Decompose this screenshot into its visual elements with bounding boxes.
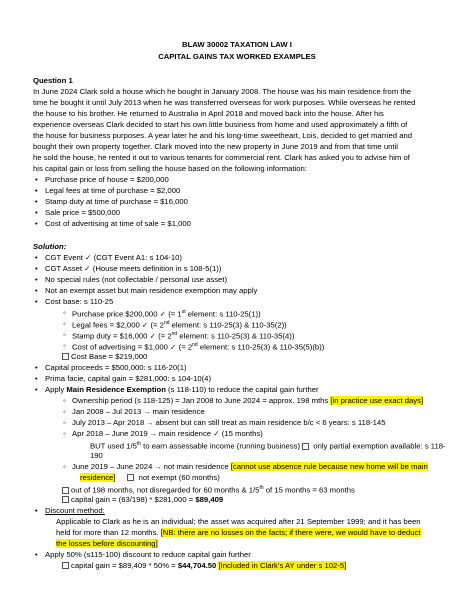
check-icon: ✓: [149, 331, 157, 341]
solution-item: • Apply Main Residence Exemption (s 118-110) to reduce the capital gain further: [45, 385, 319, 394]
highlight-note: residence]: [80, 473, 116, 482]
fact-item: • Cost of advertising at time of sale = $1,000: [45, 219, 191, 228]
exemption-note: 190: [90, 451, 103, 460]
solution-item: • Prima facie, capital gain = $281,000: s 104-10(4): [45, 374, 211, 383]
solution-item: • Capital proceeds = $500,000: s 116-20(1): [45, 363, 187, 372]
final-line: capital gain = $89,409 * 50% = $44,704.50 [Included in Clark’s AY under s 102-5]: [62, 561, 346, 570]
solution-item: • Not an exempt asset but main residence exemption may apply: [45, 286, 257, 295]
cost-base-item: ◦ Purchase price $200,000 ✓ (= 1st element: s 110-25(1)): [72, 308, 261, 319]
exemption-note: residence] not exempt (60 months): [80, 473, 220, 482]
highlight-note: [Included in Clark’s AY under s 102-5]: [218, 561, 347, 570]
solution-item: • CGT Event ✓ (CGT Event A1: s 104-10): [45, 253, 182, 262]
question-line: the house to his brother. He returned to Australia in April 2018 and moved back into the house. After his: [33, 109, 384, 118]
exemption-item: ◦ July 2013 – Apr 2018 → absent but can still treat as main residence b/c < 6 years: s 118-145: [72, 418, 385, 428]
solution-item: • CGT Asset ✓ (House meets definition in s 108-5(1)): [45, 264, 221, 273]
check-icon: ✓: [170, 342, 177, 352]
discount-line: held for more than 12 months. [NB: there are no losses on the facts; if there were, we would have to deduct: [56, 528, 421, 537]
fact-item: • Purchase price of house = $200,000: [45, 175, 169, 184]
fact-item: • Sale price = $500,000: [45, 208, 120, 217]
highlight-note: [in practice use exact days]: [330, 396, 424, 405]
question-line: he sold the house, he rented it out to various tenants for commercial rent. Clark has asked you to advise him of: [33, 153, 410, 162]
question-line: time he bought it until July 2013 when he was transferred overseas for work purposes. While overseas he rented: [33, 98, 416, 107]
cost-base-total: Cost Base = $219,000: [62, 352, 147, 361]
highlight-note: [NB: there are no losses on the facts; if there were, we would have to deduct: [160, 528, 421, 537]
question-line: bought their own property together. Clark moved into the new property in June 2019 and from that time until: [33, 142, 398, 151]
discount-line: Applicable to Clark as he is an individual; the asset was acquired after 21 September 1999; and it has been: [56, 517, 421, 526]
solution-item: • Cost base: s 110-25: [45, 297, 113, 306]
solution-item: • No special rules (not collectable / personal use asset): [45, 275, 227, 284]
box-icon: [62, 562, 69, 569]
arrow-icon: →: [143, 409, 151, 416]
box-icon: [62, 487, 69, 494]
check-icon: ✓: [84, 264, 91, 273]
cost-base-item: ◦ Legal fees = $2,000 ✓ (= 2nd element: s 110-25(3) & 110-35(2)): [72, 319, 287, 330]
result-line: capital gain = (63/198) * $281,000 = $89,409: [62, 495, 223, 504]
exemption-item: ◦ Jan 2008 – Jul 2013 → main residence: [72, 407, 205, 417]
arrow-icon: →: [154, 464, 162, 471]
result-line: out of 198 months, not disregarded for 60 months & 1/5th of 15 months = 63 months: [62, 484, 355, 495]
question-heading: Question 1: [33, 76, 73, 85]
check-icon: ✓: [213, 429, 220, 438]
solution-item: • Apply 50% (s115-100) discount to reduce capital gain further: [45, 550, 251, 559]
arrow-icon: →: [146, 420, 154, 427]
question-line: In June 2024 Clark sold a house which he bought in January 2008. The house was his main residence from the: [33, 87, 412, 96]
discount-heading: • Discount method:: [45, 506, 105, 515]
exemption-note: BUT used 1/5th to earn assessable income (running business) only partial exemption available: s 118-: [90, 441, 446, 451]
discount-line: [56, 539, 158, 548]
check-icon: ✓: [141, 320, 149, 330]
box-icon: [62, 353, 69, 360]
check-icon: ✓: [159, 309, 167, 319]
highlight-note: the losses before discounting]: [56, 539, 158, 548]
solution-heading: Solution:: [33, 242, 67, 251]
question-line: experience overseas Clark decided to start his own little business from home and used approximately a fifth of: [33, 120, 408, 129]
fact-item: • Stamp duty at time of purchase = $16,000: [45, 197, 188, 206]
box-icon: [302, 443, 309, 450]
exemption-item: ◦ June 2019 – June 2024 → not main residence [cannot use absence rule because new home will be main: [72, 462, 428, 472]
cost-base-item: ◦ Stamp duty = $16,000 ✓ (= 2nd element: s 110-25(3) & 110-35(4)): [72, 330, 294, 341]
highlight-note: [cannot use absence rule because new home will be main: [230, 462, 428, 471]
question-line: his capital gain or loss from selling the house based on the following information:: [33, 164, 307, 173]
question-line: the house for business purposes. A year later he and his long-time sweetheart, Lois, decided to get married and: [33, 131, 413, 140]
exemption-item: ◦ Ownership period (s 118-125) = Jan 2008 to June 2024 = approx. 198 mths [in practice use exact days]: [72, 396, 423, 405]
cost-base-item: ◦ Cost of advertising = $1,000 ✓ (= 2nd element: s 110-25(3) & 110-35(5)(b)): [72, 341, 324, 352]
fact-item: • Legal fees at time of purchase = $2,000: [45, 186, 180, 195]
exemption-item: ◦ Apr 2018 – June 2019 → main residence ✓ (15 months): [72, 429, 263, 439]
arrow-icon: →: [149, 431, 157, 438]
doc-title: BLAW 30002 TAXATION LAW I: [182, 40, 292, 49]
box-icon: [62, 496, 69, 503]
check-icon: ✓: [85, 253, 92, 262]
doc-subtitle: CAPITAL GAINS TAX WORKED EXAMPLES: [158, 52, 316, 61]
box-icon: [127, 474, 134, 481]
